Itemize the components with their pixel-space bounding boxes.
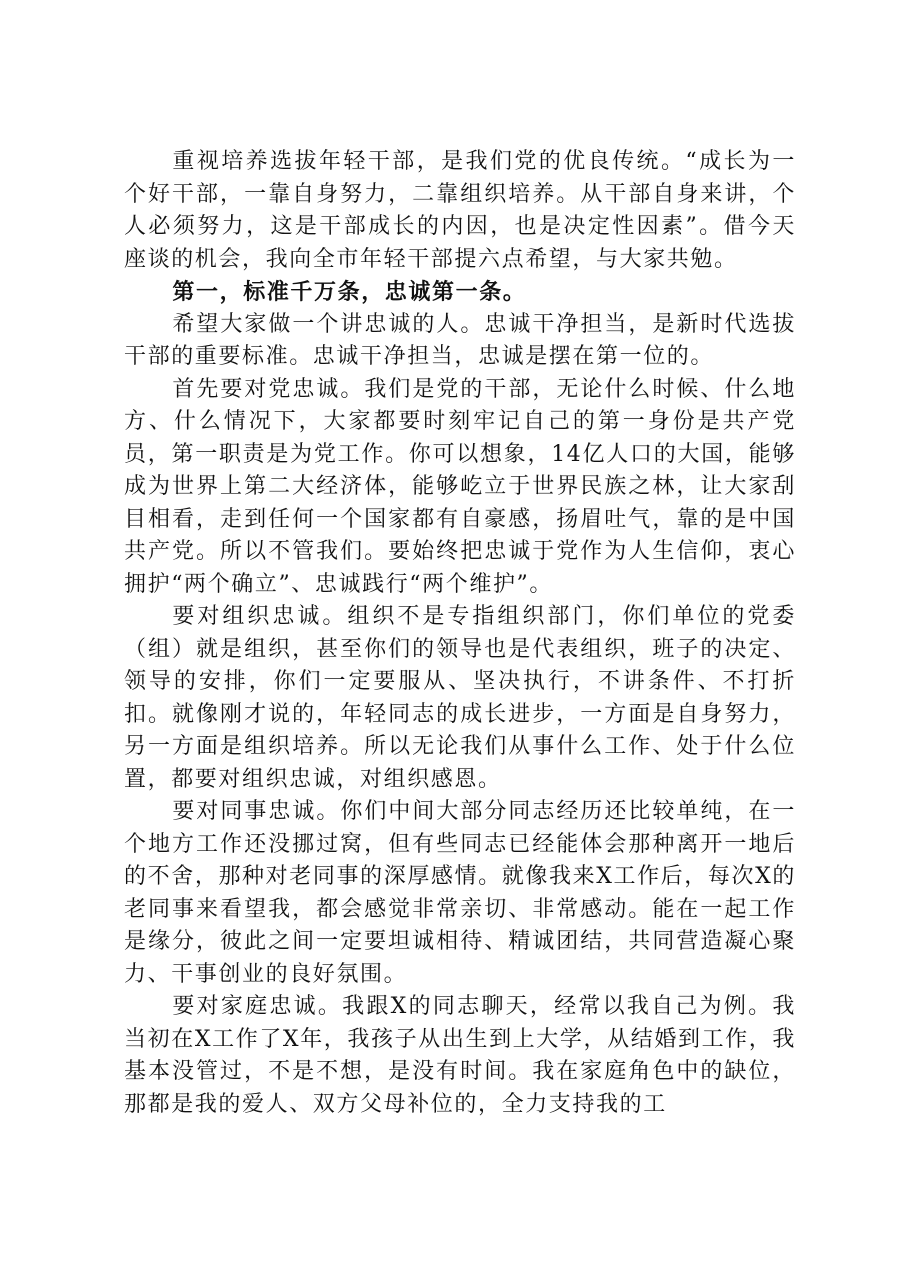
paragraph-loyal-to-family: 要对家庭忠诚。我跟X的同志聊天，经常以我自己为例。我当初在X工作了X年，我孩子从出生到上大学，从结婚到工作，我基本没管过，不是不想，是没有时间。我在家庭角色中的缺位，那都是我的爱人、双方父母补位的，全力支持我的工 [124,994,796,1117]
intro-paragraph: 重视培养选拔年轻干部，是我们党的优良传统。“成长为一个好干部，一靠自身努力，二靠组织培养。从干部自身来讲，个人必须努力，这是干部成长的内因，也是决定性因素”。借今天座谈的机会，我向全市年轻干部提六点希望，与大家共勉。 [124,149,796,272]
document-page [124,146,796,1121]
paragraph-loyalty-intro: 希望大家做一个讲忠诚的人。忠诚干净担当，是新时代选拔干部的重要标准。忠诚干净担当，忠诚是摆在第一位的。 [124,311,796,369]
section-heading-1: 第一，标准千万条，忠诚第一条。 [172,279,527,305]
paragraph-loyal-to-organization: 要对组织忠诚。组织不是专指组织部门，你们单位的党委（组）就是组织，甚至你们的领导也是代表组织，班子的决定、领导的安排，你们一定要服从、坚决执行，不讲条件、不打折扣。就像刚才说的，年轻同志的成长进步，一方面是自身努力，另一方面是组织培养。所以无论我们从事什么工作、处于什么位置，都要对组织忠诚，对组织感恩。 [124,604,796,792]
paragraph-loyal-to-party: 首先要对党忠诚。我们是党的干部，无论什么时候、什么地方、什么情况下，大家都要时刻牢记自己的第一身份是共产党员，第一职责是为党工作。你可以想象，14亿人口的大国，能够成为世界上第二大经济体，能够屹立于世界民族之林，让大家刮目相看，走到任何一个国家都有自豪感，扬眉吐气，靠的是中国共产党。所以不管我们。要始终把忠诚于党作为人生信仰，衷心拥护“两个确立”、忠诚践行“两个维护”。 [124,376,796,597]
paragraph-loyal-to-colleagues: 要对同事忠诚。你们中间大部分同志经历还比较单纯，在一个地方工作还没挪过窝，但有些同志已经能体会那种离开一地后的不舍，那种对老同事的深厚感情。就像我来X工作后，每次X的老同事来看望我，都会感觉非常亲切、非常感动。能在一起工作是缘分，彼此之间一定要坦诚相待、精诚团结，共同营造凝心聚力、干事创业的良好氛围。 [124,799,796,987]
